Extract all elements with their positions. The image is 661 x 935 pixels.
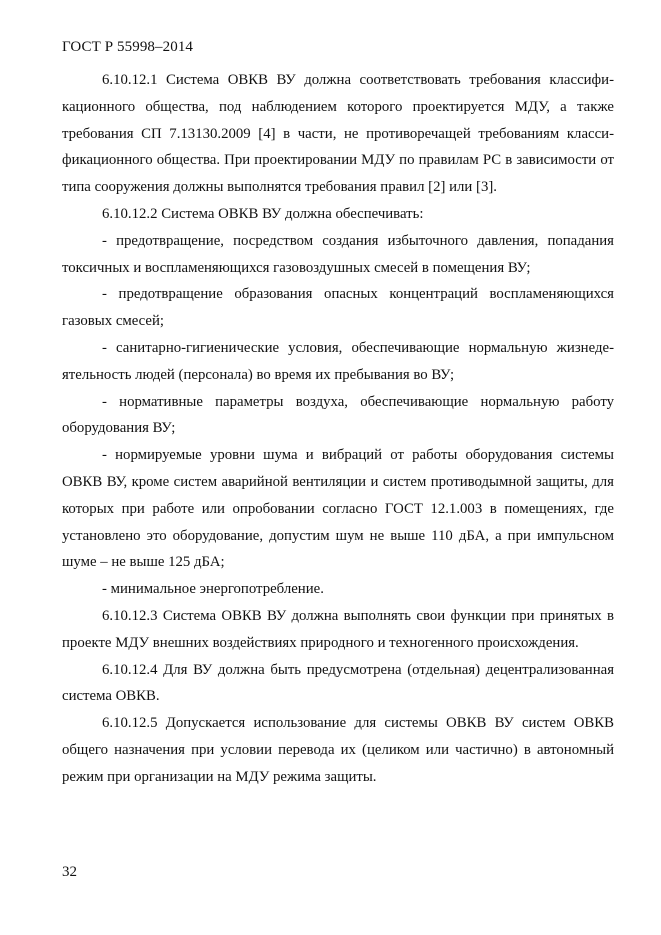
paragraph-6-10-12-4: 6.10.12.4 Для ВУ должна быть предусмотрена (отдельная) децентрализованная система ОВКВ.: [62, 661, 614, 705]
list-item-noise-vibration: - нормируемые уровни шума и вибраций от работы оборудования системы ОВКВ ВУ, кроме систем аварийной вентиляции и систем противодымной защиты, для которых при работе или опробовании согласно ГОСТ 12.1.003 в помещениях, где установлено это оборудование, допустим шум не выше 110 дБА, а при импульсном шуме – не выше 125 дБА;: [62, 447, 614, 571]
document-body: [62, 67, 614, 791]
paragraph-6-10-12-1: 6.10.12.1 Система ОВКВ ВУ должна соответствовать требования классификационного общества, под наблюдением которого проектируется МДУ, а также требования СП 7.13130.2009 [4] в части, не противоречащей требованиям классификационного общества. При проектировании МДУ по правилам РС в зависимости от типа сооружения должны выполнятся требования правил [2] или [3].: [62, 72, 614, 196]
list-item-sanitary: - санитарно-гигиенические условия, обеспечивающие нормальную жизнедеятельность людей (персонала) во время их пребывания во ВУ;: [62, 339, 614, 383]
paragraph-6-10-12-3: 6.10.12.3 Система ОВКВ ВУ должна выполнять свои функции при принятых в проекте МДУ внешних воздействиях природного и техногенного происхождения.: [62, 607, 614, 651]
list-item-energy: - минимальное энергопотребление.: [102, 581, 324, 598]
list-item-concentration: - предотвращение образования опасных концентраций воспламеняющихся газовых смесей;: [62, 286, 614, 330]
list-item-overpressure: - предотвращение, посредством создания избыточного давления, попадания токсичных и воспламеняющихся газовоздушных смесей в помещения ВУ;: [62, 232, 614, 276]
paragraph-6-10-12-2: 6.10.12.2 Система ОВКВ ВУ должна обеспечивать:: [102, 205, 424, 222]
page-number: 32: [62, 864, 77, 880]
paragraph-6-10-12-5: 6.10.12.5 Допускается использование для системы ОВКВ ВУ систем ОВКВ общего назначения при условии перевода их (целиком или частично) в автономный режим при организации на МДУ режима защиты.: [62, 715, 614, 785]
document-header-code: ГОСТ Р 55998–2014: [62, 39, 194, 55]
list-item-air-parameters: - нормативные параметры воздуха, обеспечивающие нормальную работу оборудования ВУ;: [62, 393, 614, 437]
